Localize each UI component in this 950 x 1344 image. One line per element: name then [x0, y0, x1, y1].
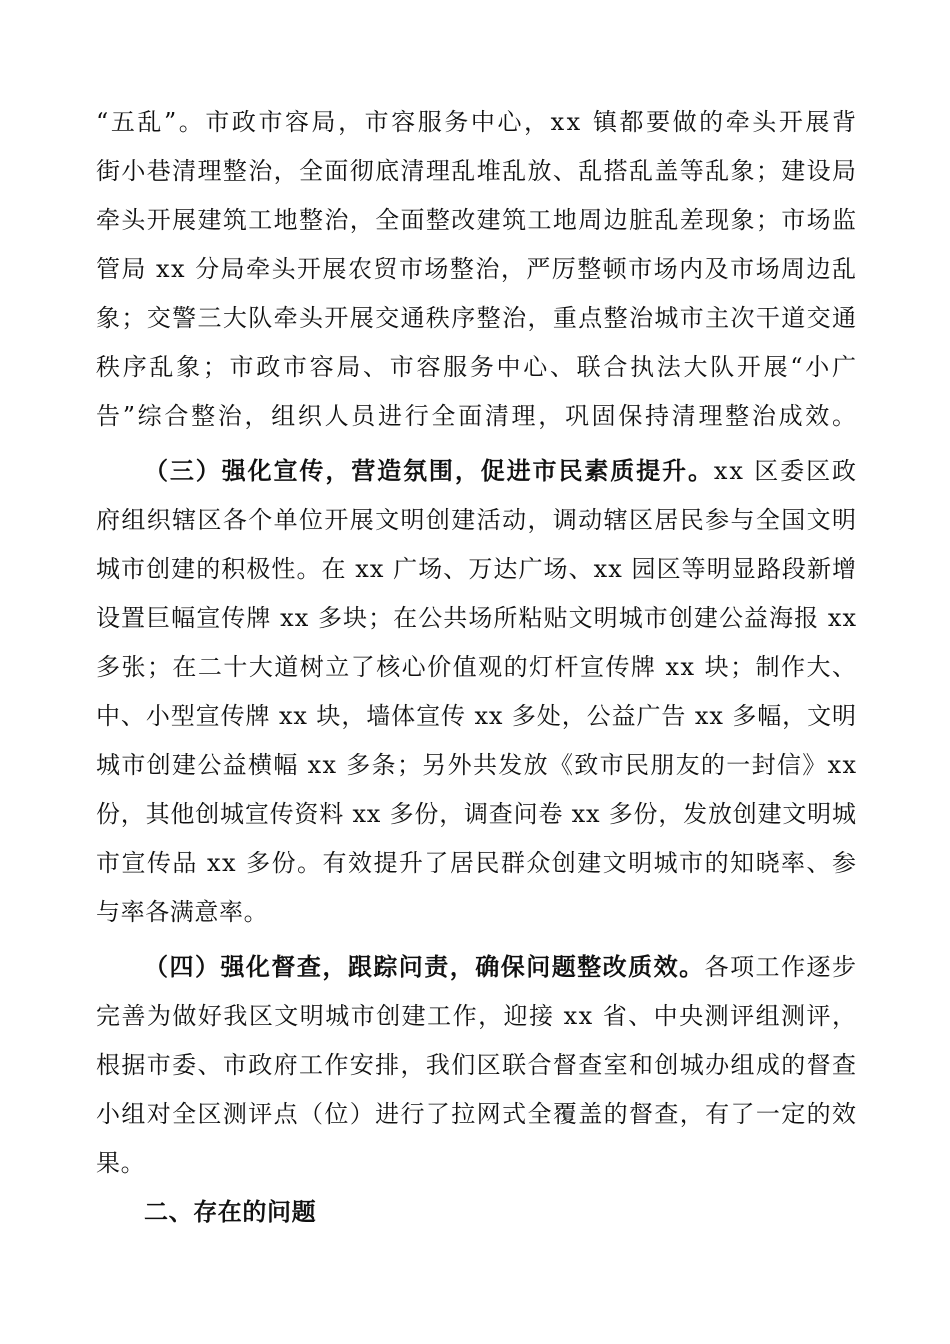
paragraph-first-line	[144, 951, 857, 983]
paragraph-line: 完善为做好我区文明城市创建工作，迎接 xx 省、中央测评组测评，	[96, 1002, 858, 1030]
paragraph-line: 与率各满意率。	[96, 898, 269, 926]
paragraph-line: 多张；在二十大道树立了核心价值观的灯杆宣传牌 xx 块；制作大、	[96, 653, 858, 681]
paragraph-line: 根据市委、市政府工作安排，我们区联合督查室和创城办组成的督查	[96, 1051, 858, 1079]
paragraph-line: 小组对全区测评点（位）进行了拉网式全覆盖的督查，有了一定的效	[96, 1100, 858, 1128]
paragraph-line: 象；交警三大队牵头开展交通秩序整治，重点整治城市主次干道交通	[96, 304, 858, 332]
section-heading: 二、存在的问题	[144, 1197, 317, 1226]
paragraph-line: 秩序乱象；市政市容局、市容服务中心、联合执法大队开展“小广	[96, 353, 859, 381]
paragraph-line: 城市创建的积极性。在 xx 广场、万达广场、xx 园区等明显路段新增	[96, 555, 858, 583]
paragraph-line: 份，其他创城宣传资料 xx 多份，调查问卷 xx 多份，发放创建文明城	[96, 800, 857, 828]
paragraph-line: 牵头开展建筑工地整治，全面整改建筑工地周边脏乱差现象；市场监	[96, 206, 858, 234]
paragraph-line: 管局 xx 分局牵头开展农贸市场整治，严厉整顿市场内及市场周边乱	[96, 255, 858, 283]
paragraph-line: 中、小型宣传牌 xx 块，墙体宣传 xx 多处，公益广告 xx 多幅，文明	[96, 702, 857, 730]
paragraph-text: xx 区委区政	[713, 457, 858, 485]
subsection-heading-supervision: （四）强化督查，跟踪问责，确保问题整改质效。	[144, 952, 705, 981]
paragraph-line: “五乱”。市政市容局，市容服务中心，xx 镇都要做的牵头开展背	[96, 108, 859, 136]
paragraph-first-line	[144, 455, 858, 487]
paragraph-line: 果。	[96, 1149, 146, 1177]
paragraph-line: 府组织辖区各个单位开展文明创建活动，调动辖区居民参与全国文明	[96, 506, 858, 534]
subsection-heading-publicity: （三）强化宣传，营造氛围，促进市民素质提升。	[144, 456, 714, 485]
paragraph-line: 城市创建公益横幅 xx 多条；另外共发放《致市民朋友的一封信》xx	[96, 751, 858, 779]
paragraph-text: 各项工作逐步	[704, 953, 858, 981]
paragraph-line: 告”综合整治，组织人员进行全面清理，巩固保持清理整治成效。	[96, 402, 859, 430]
paragraph-line: 设置巨幅宣传牌 xx 多块；在公共场所粘贴文明城市创建公益海报 xx	[96, 604, 858, 632]
paragraph-line: 街小巷清理整治，全面彻底清理乱堆乱放、乱搭乱盖等乱象；建设局	[96, 157, 858, 185]
paragraph-line: 市宣传品 xx 多份。有效提升了居民群众创建文明城市的知晓率、参	[96, 849, 858, 877]
